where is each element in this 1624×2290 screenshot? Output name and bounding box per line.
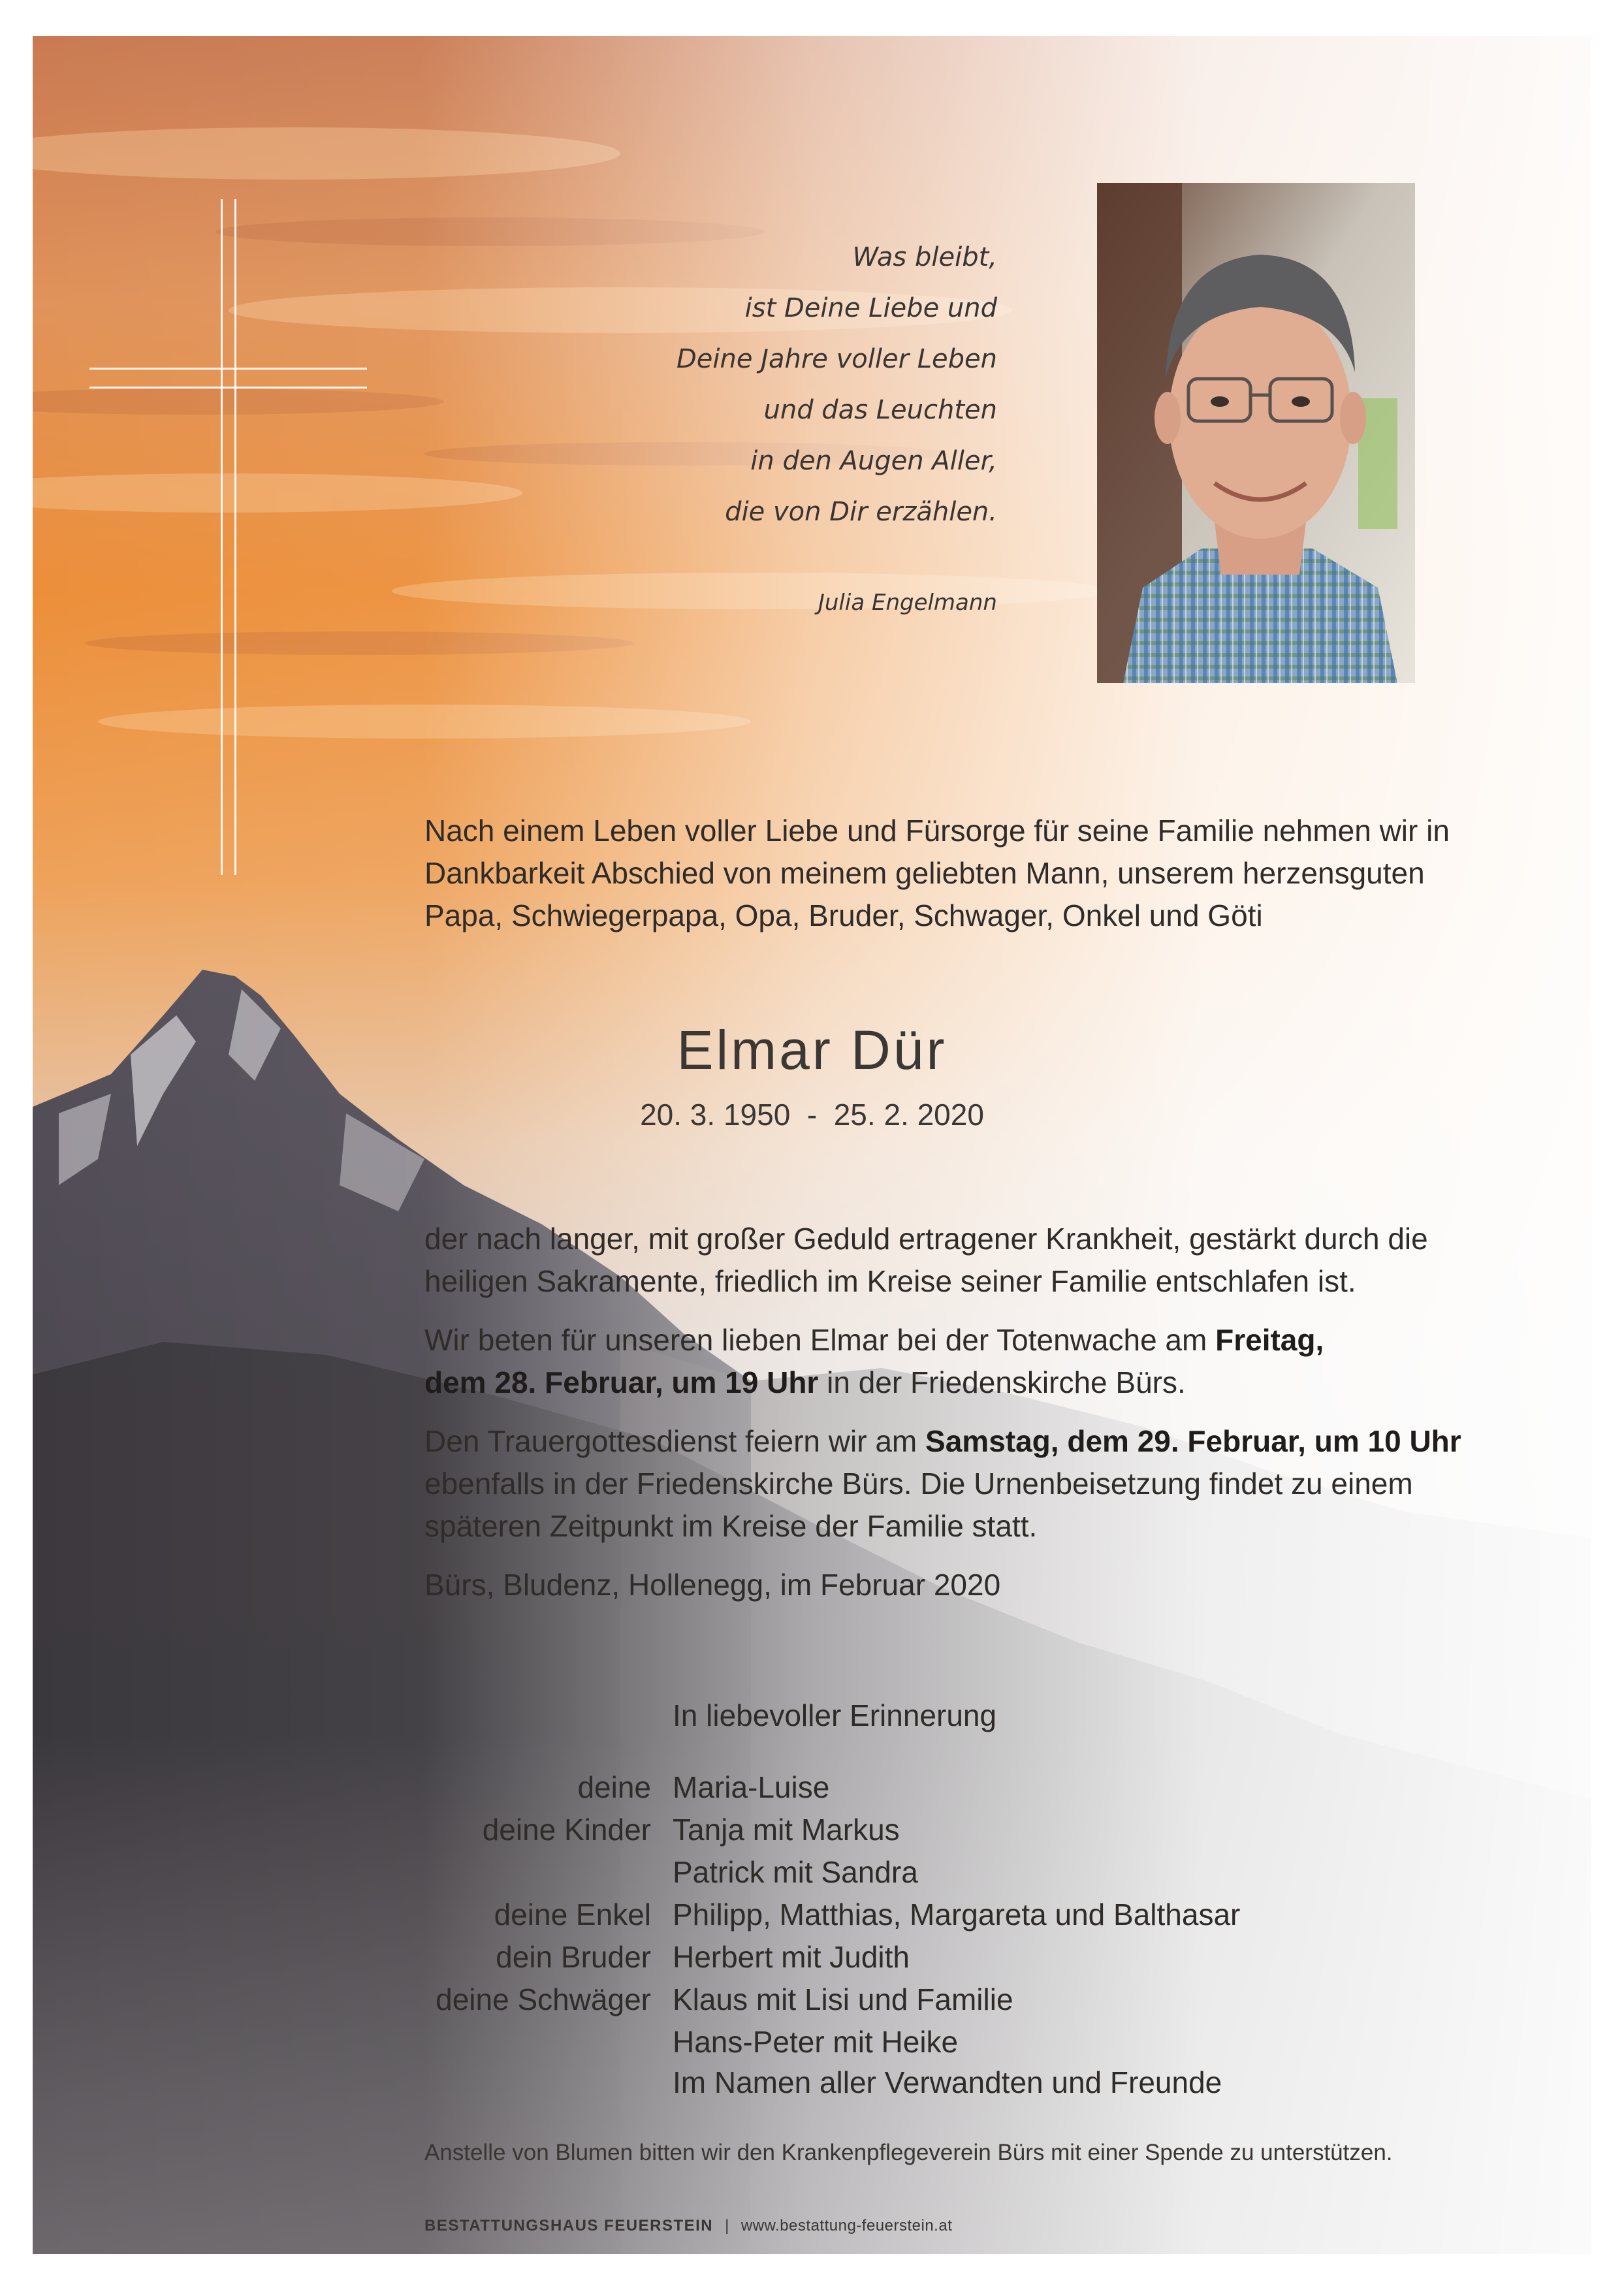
paragraph-line [424,1361,1535,1404]
family-names: Patrick mit Sandra [673,1855,918,1889]
family-row [33,1851,1591,1894]
family-row [33,2021,1591,2063]
poem-line: die von Dir erzählen. [725,497,997,527]
closing-line: Im Namen aller Verwandten und Freunde [673,2065,1222,2099]
place-date [424,1564,1535,1606]
family-names: Klaus mit Lisi und Familie [673,1982,1013,2016]
family-row [33,1766,1591,1809]
poem-line: Deine Jahre voller Leben [676,344,997,374]
intro-line: Papa, Schwiegerpapa, Opa, Bruder, Schwager, Onkel und Göti [424,899,1263,932]
service-date-time: Samstag, dem 29. Februar, um 10 Uhr [925,1424,1461,1458]
family-list [33,1694,1591,2063]
obituary-card [33,36,1591,2254]
deceased-name: Elmar Dür [677,1019,947,1081]
paragraph-service [424,1420,1535,1548]
wake-date-time: dem 28. Februar, um 19 Uhr [424,1365,819,1399]
funeral-home-name: BESTATTUNGSHAUS FEUERSTEIN [424,2217,714,2234]
poem [409,232,997,537]
paragraph-line: späteren Zeitpunkt im Kreise der Familie statt. [424,1509,1038,1543]
poem-line: ist Deine Liebe und [744,293,997,323]
donation-note: Anstelle von Blumen bitten wir den Krankenpflegeverein Bürs mit einer Spende zu unterstützen. [424,2140,1393,2165]
wake-text: Wir beten für unseren lieben Elmar bei der Totenwache am [424,1323,1216,1357]
family-names: Hans-Peter mit Heike [673,2025,959,2059]
family-relation: deine Enkel [494,1898,651,1932]
family-heading-row [33,1694,1591,1737]
intro-line: Dankbarkeit Abschied von meinem geliebten Mann, unserem herzensguten [424,856,1425,890]
poem-line: Was bleibt, [852,242,997,272]
paragraph-line [424,1319,1535,1361]
poem-line: in den Augen Aller, [750,446,997,476]
paragraph-line: ebenfalls in der Friedenskirche Bürs. Die Urnenbeisetzung findet zu einem [424,1467,1413,1501]
family-names: Philipp, Matthias, Margareta und Balthasar [673,1898,1241,1932]
portrait-photo [1097,183,1415,683]
paragraph-line: der nach langer, mit großer Geduld ertragener Krankheit, gestärkt durch die [424,1222,1428,1256]
intro-line: Nach einem Leben voller Liebe und Fürsorge für seine Familie nehmen wir in [424,814,1450,848]
funeral-home-url: www.bestattung-feuerstein.at [740,2217,953,2234]
family-row [33,1936,1591,1979]
cross-vertical-icon [221,199,236,875]
family-names: Maria-Luise [673,1770,830,1804]
footer [424,2217,952,2235]
service-text: Den Trauergottesdienst feiern wir am [424,1424,926,1458]
family-names: Tanja mit Markus [673,1813,900,1847]
paragraph-line: heiligen Sakramente, friedlich im Kreise seiner Familie entschlafen ist. [424,1264,1356,1298]
life-dates: 20. 3. 1950 - 25. 2. 2020 [640,1098,984,1132]
family-heading: In liebevoller Erinnerung [673,1698,997,1732]
family-relation: deine Schwäger [436,1982,651,2016]
intro-text [424,810,1535,937]
place-date-line: Bürs, Bludenz, Hollenegg, im Februar 2020 [424,1568,1001,1602]
family-relation: deine Kinder [482,1813,651,1847]
family-names: Herbert mit Judith [673,1940,910,1974]
family-relation: dein Bruder [496,1940,651,1974]
paragraph-wake [424,1319,1535,1404]
family-row [33,1979,1591,2021]
family-row [33,1894,1591,1936]
poem-author: Julia Engelmann [818,590,997,616]
footer-separator: | [725,2217,729,2234]
wake-day: Freitag, [1215,1323,1324,1357]
poem-line: und das Leuchten [763,395,997,425]
cross-horizontal-icon [89,368,367,389]
wake-location: in der Friedenskirche Bürs. [818,1365,1186,1399]
family-row [33,1809,1591,1851]
paragraph-passing [424,1218,1535,1303]
family-relation: deine [577,1770,651,1804]
paragraph-line [424,1420,1535,1463]
